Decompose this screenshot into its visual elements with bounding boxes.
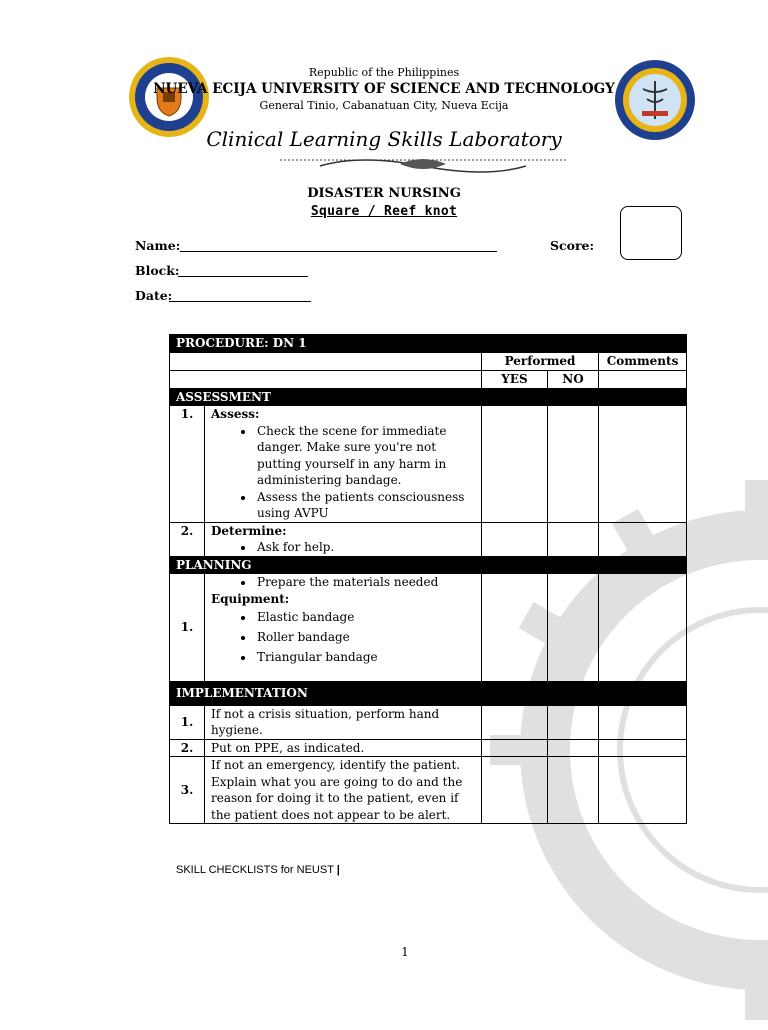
university-address: General Tinio, Cabanatuan City, Nueva Ecija: [259, 99, 509, 112]
equipment-label: Equipment:: [211, 591, 290, 606]
list-item: • Check the scene for immediate danger. Make sure you're not putting yourself in any harm in administering bandage.: [255, 423, 475, 489]
table-row: [170, 574, 687, 682]
performed-header: Performed: [482, 352, 599, 370]
score-box[interactable]: [620, 206, 682, 260]
yes-cell[interactable]: [482, 574, 548, 682]
no-header: NO: [548, 370, 599, 388]
block-field[interactable]: [178, 276, 308, 277]
no-cell[interactable]: [548, 705, 599, 739]
section-planning: [170, 556, 687, 574]
comments-cell[interactable]: [599, 705, 687, 739]
step-title: Assess:: [211, 407, 260, 421]
table-row: [170, 406, 687, 523]
section-assessment-label: ASSESSMENT: [170, 388, 687, 406]
list-item: • Prepare the materials needed: [255, 574, 475, 591]
decorative-flourish: [280, 152, 566, 174]
section-implementation-label: IMPLEMENTATION: [170, 682, 687, 706]
step-text: If not an emergency, identify the patient. Explain what you are going to do and the reason for doing it to the patient, even if the patient does not appear to be alert.: [205, 757, 482, 824]
step-text: Put on PPE, as indicated.: [205, 739, 482, 757]
name-label: Name:: [135, 238, 181, 253]
footer-note: SKILL CHECKLISTS for NEUST |: [176, 864, 340, 876]
footer-note-text: SKILL CHECKLISTS for NEUST: [176, 864, 334, 876]
republic-text: Republic of the Philippines: [308, 66, 460, 79]
block-label: Block:: [135, 263, 180, 278]
section-implementation: [170, 682, 687, 706]
row-number: 1.: [170, 705, 205, 739]
date-label: Date:: [135, 288, 173, 303]
row-number: 2.: [170, 522, 205, 556]
table-row: [170, 705, 687, 739]
lab-title: Clinical Learning Skills Laboratory: [206, 127, 562, 151]
page-number: 1: [401, 945, 409, 959]
comments-cell[interactable]: [599, 757, 687, 824]
list-item: • Roller bandage: [255, 627, 475, 647]
comments-cell[interactable]: [599, 406, 687, 523]
list-item: • Assess the patients consciousness using AVPU: [255, 489, 475, 522]
table-row: [170, 522, 687, 556]
comments-cell[interactable]: [599, 522, 687, 556]
no-cell[interactable]: [548, 574, 599, 682]
step-text: If not a crisis situation, perform hand hygiene.: [205, 705, 482, 739]
comments-header: Comments: [599, 352, 687, 370]
section-assessment: [170, 388, 687, 406]
procedure-checklist-table: [169, 334, 687, 824]
university-name: NUEVA ECIJA UNIVERSITY OF SCIENCE AND TECHNOLOGY: [153, 81, 615, 97]
comments-cell[interactable]: [599, 739, 687, 757]
skill-title: Square / Reef knot: [310, 204, 458, 219]
list-item: • Ask for help.: [255, 539, 475, 556]
row-number: 3.: [170, 757, 205, 824]
no-cell[interactable]: [548, 739, 599, 757]
yes-cell[interactable]: [482, 406, 548, 523]
row-number: 1.: [170, 406, 205, 523]
yes-header: YES: [482, 370, 548, 388]
section-planning-label: PLANNING: [170, 556, 687, 574]
yes-cell[interactable]: [482, 757, 548, 824]
procedure-title: PROCEDURE: DN 1: [170, 335, 687, 353]
name-field[interactable]: [180, 251, 497, 252]
no-cell[interactable]: [548, 406, 599, 523]
comments-cell[interactable]: [599, 574, 687, 682]
table-row: [170, 757, 687, 824]
date-field[interactable]: [169, 301, 311, 302]
performed-header-row: [170, 352, 687, 370]
list-item: • Elastic bandage: [255, 607, 475, 627]
yes-cell[interactable]: [482, 705, 548, 739]
row-number: 2.: [170, 739, 205, 757]
score-label: Score:: [550, 238, 595, 253]
subject-title: DISASTER NURSING: [307, 186, 461, 201]
procedure-header-row: [170, 335, 687, 353]
no-cell[interactable]: [548, 757, 599, 824]
yes-cell[interactable]: [482, 522, 548, 556]
list-item: • Triangular bandage: [255, 647, 475, 667]
step-title: Determine:: [211, 523, 287, 538]
table-row: [170, 739, 687, 757]
no-cell[interactable]: [548, 522, 599, 556]
yes-cell[interactable]: [482, 739, 548, 757]
yes-no-header-row: [170, 370, 687, 388]
row-number: 1.: [170, 574, 205, 682]
